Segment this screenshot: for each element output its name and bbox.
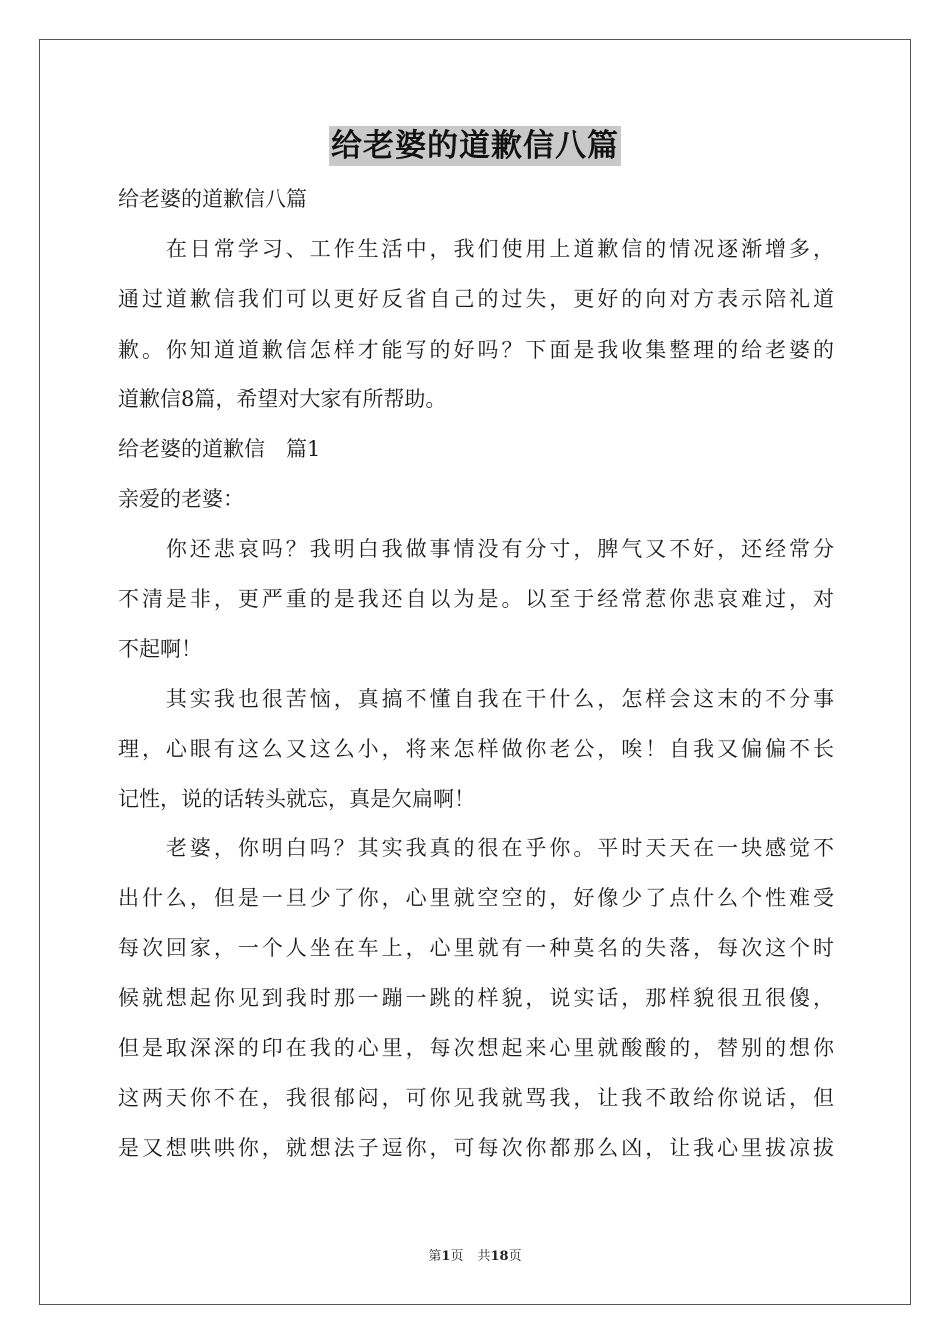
- para1-line-2: 不清是非，更严重的是我还自以为是。以至于经常惹你悲哀难过，对: [118, 587, 834, 611]
- page-current: 1: [441, 1249, 451, 1264]
- para3-line-7: 是又想哄哄你，就想法子逗你，可每次你都那么凶，让我心里拔凉拔: [118, 1136, 834, 1160]
- intro-line-1: 在日常学习、工作生活中，我们使用上道歉信的情况逐渐增多，: [118, 237, 834, 261]
- total-suffix: 页: [508, 1249, 522, 1264]
- intro-line-2: 通过道歉信我们可以更好反省自己的过失，更好的向对方表示陪礼道: [118, 287, 834, 311]
- salutation: 亲爱的老婆：: [118, 487, 244, 511]
- document-title: 给老婆的道歉信八篇: [331, 128, 619, 164]
- para1-line-1: 你还悲哀吗？我明白我做事情没有分寸，脾气又不好，还经常分: [118, 537, 834, 561]
- para3-line-3: 每次回家，一个人坐在车上，心里就有一种莫名的失落，每次这个时: [118, 936, 834, 960]
- para2-line-2: 理，心眼有这么又这么小，将来怎样做你老公，唉！自我又偏偏不长: [118, 737, 834, 761]
- para1-line-3: 不起啊！: [118, 637, 202, 661]
- intro-line-3: 歉。你知道道歉信怎样才能写的好吗？下面是我收集整理的给老婆的: [118, 338, 834, 362]
- intro-line-4: 道歉信8篇，希望对大家有所帮助。: [118, 387, 447, 411]
- page-total: 18: [490, 1249, 509, 1264]
- section-heading: 给老婆的道歉信 篇1: [118, 437, 321, 461]
- document-subtitle: 给老婆的道歉信八篇: [118, 187, 307, 211]
- total-prefix: 共: [477, 1249, 491, 1264]
- para3-line-1: 老婆，你明白吗？其实我真的很在乎你。平时天天在一块感觉不: [118, 836, 834, 860]
- para3-line-4: 候就想起你见到我时那一蹦一跳的样貌，说实话，那样貌很丑很傻，: [118, 986, 834, 1010]
- page-border: [39, 39, 911, 1305]
- para3-line-2: 出什么，但是一旦少了你，心里就空空的，好像少了点什么个性难受: [118, 886, 834, 910]
- page-prefix: 第: [428, 1249, 442, 1264]
- title-wrap: [0, 126, 950, 166]
- page-suffix: 页: [450, 1249, 464, 1264]
- para2-line-3: 记性，说的话转头就忘，真是欠扁啊！: [118, 787, 475, 811]
- para2-line-1: 其实我也很苦恼，真搞不懂自我在干什么，怎样会这末的不分事: [118, 687, 834, 711]
- para3-line-5: 但是取深深的印在我的心里，每次想起来心里就酸酸的，替别的想你: [118, 1036, 834, 1060]
- para3-line-6: 这两天你不在，我很郁闷，可你见我就骂我，让我不敢给你说话，但: [118, 1086, 834, 1110]
- page-footer: [0, 1247, 950, 1267]
